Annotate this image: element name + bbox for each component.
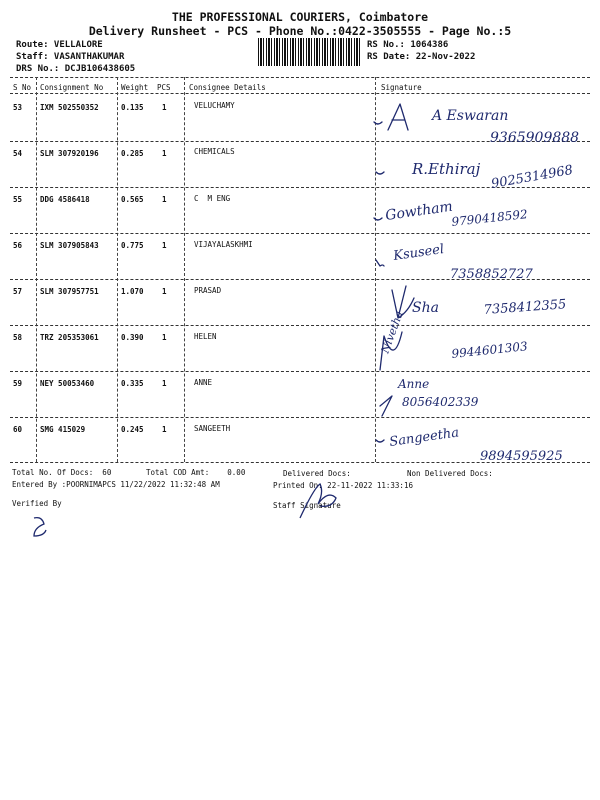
col-divider (117, 77, 118, 462)
drs-number: DRS No.: DCJB106438605 (16, 64, 136, 74)
total-docs: Total No. Of Docs: 60 (12, 468, 112, 477)
signature-row-57 (372, 284, 600, 330)
row-consignee: C M ENG (194, 194, 231, 203)
entered-by: Entered By :POORNIMAPCS 11/22/2022 11:32:48 AM (12, 480, 220, 489)
row-consignment: SLM 307920196 (40, 149, 99, 158)
row-consignee: VELUCHAMY (194, 101, 235, 110)
col-header-consignee: Consignee Details (189, 83, 266, 92)
svg-text:9944601303: 9944601303 (450, 339, 529, 361)
row-weight: 0.565 (121, 195, 144, 204)
row-sno: 59 (13, 379, 23, 388)
svg-text:Anne: Anne (398, 377, 430, 391)
row-weight: 0.135 (121, 103, 144, 112)
row-pcs: 1 (162, 195, 167, 204)
signature-row-59 (372, 376, 600, 422)
row-consignee: CHEMICALS (194, 147, 235, 156)
signature-row-58 (372, 309, 600, 376)
row-consignee: HELEN (194, 332, 217, 341)
col-header-signature: Signature (381, 83, 422, 92)
staff-signature-mark (296, 480, 346, 522)
row-sno: 56 (13, 241, 23, 250)
svg-text:R.Ethiraj: R.Ethiraj (412, 160, 481, 178)
svg-text:9790418592: 9790418592 (450, 207, 529, 229)
staff-signature: Staff Signature (273, 501, 341, 510)
runsheet-subtitle: Delivery Runsheet - PCS - Phone No.:0422-3505555 - Page No.:5 (88, 24, 512, 38)
table-top-line (10, 77, 590, 78)
row-pcs: 1 (162, 333, 167, 342)
svg-text:A Eswaran: A Eswaran (432, 108, 509, 124)
row-sno: 58 (13, 333, 23, 342)
row-sno: 53 (13, 103, 23, 112)
non-delivered-docs: Non Delivered Docs: (407, 469, 493, 478)
svg-text:9894595925: 9894595925 (480, 449, 563, 464)
row-sno: 54 (13, 149, 23, 158)
col-header-sno: S No (13, 83, 32, 92)
row-consignee: SANGEETH (194, 424, 231, 433)
svg-text:7358412355: 7358412355 (483, 297, 567, 318)
row-pcs: 1 (162, 287, 167, 296)
svg-text:Sangeetha: Sangeetha (388, 425, 460, 450)
row-consignment: TRZ 205353061 (40, 333, 99, 342)
signature-row-53 (372, 100, 600, 146)
route-label: Route: VELLALORE (16, 40, 103, 50)
col-divider (184, 77, 185, 462)
staff-label: Staff: VASANTHAKUMAR (16, 52, 125, 62)
signature-row-54 (372, 146, 600, 192)
row-weight: 0.775 (121, 241, 144, 250)
col-header-consignment: Consignment No (40, 83, 104, 92)
printed-on: Printed On: 22-11-2022 11:33:16 (273, 481, 413, 490)
row-weight: 1.070 (121, 287, 144, 296)
row-consignment: SLM 307905843 (40, 241, 99, 250)
barcode (258, 38, 362, 66)
total-cod: Total COD Amt: 0.00 (146, 468, 246, 477)
row-sno: 60 (13, 425, 23, 434)
svg-text:7358852727: 7358852727 (450, 267, 533, 282)
company-title: THE PROFESSIONAL COURIERS, Coimbatore (171, 10, 429, 24)
row-consignee: ANNE (194, 378, 213, 387)
delivered-docs: Delivered Docs: (283, 469, 351, 478)
svg-text:Ksuseel: Ksuseel (392, 242, 446, 264)
rs-number: RS No.: 1064386 (367, 40, 449, 50)
svg-text:Nivetha: Nivetha (378, 309, 406, 356)
svg-text:8056402339: 8056402339 (402, 395, 479, 409)
row-pcs: 1 (162, 149, 167, 158)
row-consignee: PRASAD (194, 286, 222, 295)
signature-row-56 (372, 238, 600, 284)
row-weight: 0.390 (121, 333, 144, 342)
col-header-weight: Weight (121, 83, 149, 92)
row-pcs: 1 (162, 379, 167, 388)
row-pcs: 1 (162, 241, 167, 250)
row-weight: 0.245 (121, 425, 144, 434)
row-weight: 0.285 (121, 149, 144, 158)
col-header-pcs: PCS (157, 83, 171, 92)
row-consignment: DDG 4586418 (40, 195, 90, 204)
col-divider (36, 77, 37, 462)
row-consignment: SLM 307957751 (40, 287, 99, 296)
verifier-initials (28, 514, 52, 538)
row-sno: 55 (13, 195, 23, 204)
svg-text:Sha: Sha (412, 300, 439, 316)
svg-text:9365909888: 9365909888 (490, 130, 580, 146)
svg-text:9025314968: 9025314968 (490, 162, 575, 192)
row-consignee: VIJAYALASKHMI (194, 240, 253, 249)
row-consignment: SMG 415029 (40, 425, 86, 434)
row-consignment: IXM 502550352 (40, 103, 99, 112)
verified-by: Verified By (12, 499, 62, 508)
signature-row-60 (372, 422, 600, 468)
row-sno: 57 (13, 287, 23, 296)
signature-row-55 (372, 192, 600, 238)
row-pcs: 1 (162, 425, 167, 434)
row-consignment: NEY 50053460 (40, 379, 95, 388)
svg-text:Gowtham: Gowtham (384, 198, 454, 224)
header-bottom-line (10, 93, 590, 94)
rs-date: RS Date: 22-Nov-2022 (367, 52, 476, 62)
row-pcs: 1 (162, 103, 167, 112)
row-weight: 0.335 (121, 379, 144, 388)
